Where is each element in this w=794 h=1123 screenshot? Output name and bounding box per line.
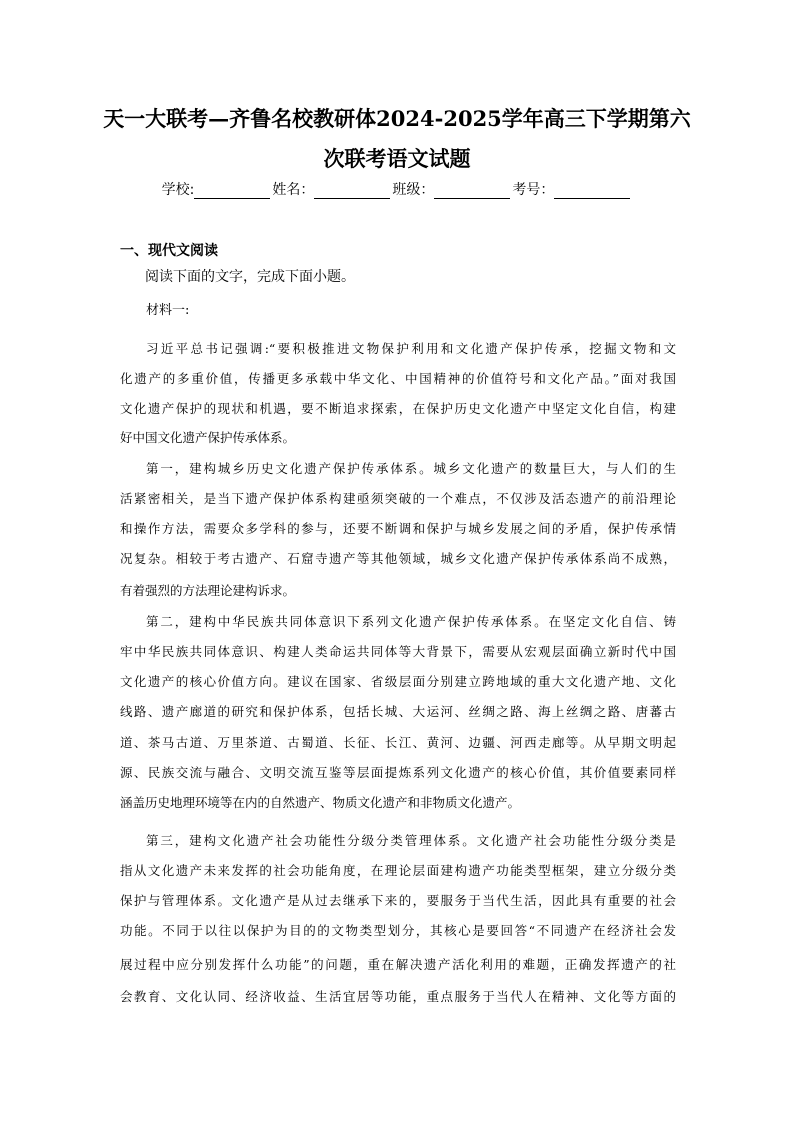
text-line: 和操作方法，需要众多学科的参与，还要不断调和保护与城乡发展之间的矛盾，保护传承情 bbox=[120, 521, 676, 536]
text-line: 化遗产的多重价值，传播更多承载中华文化、中国精神的价值符号和文化产品。”面对我国 bbox=[120, 371, 676, 386]
material-label: 材料一: bbox=[146, 303, 190, 318]
section-heading: 一、现代文阅读 bbox=[120, 243, 218, 259]
name-label: 姓名： bbox=[272, 182, 315, 198]
text-line: 保护与管理体系。文化遗产是从过去继承下来的，要服务于当代生活，因此具有重要的社会 bbox=[120, 893, 676, 908]
class-label: 班级： bbox=[392, 182, 435, 198]
text-line: 第一，建构城乡历史文化遗产保护传承体系。城乡文化遗产的数量巨大，与人们的生 bbox=[146, 461, 676, 476]
text-line: 况复杂。相较于考古遗产、石窟寺遗产等其他领域，城乡文化遗产保护传承体系尚不成熟， bbox=[120, 551, 676, 566]
text-line: 源、民族交流与融合、文明交流互鉴等层面提炼系列文化遗产的核心价值，其价值要素同样 bbox=[120, 765, 676, 780]
school-label: 学校: bbox=[161, 182, 195, 198]
text-line: 第二，建构中华民族共同体意识下系列文化遗产保护传承体系。在坚定文化自信、铸 bbox=[146, 614, 676, 629]
text-line: 文化遗产的核心价值方向。建议在国家、省级层面分别建立跨地域的重大文化遗产地、文化 bbox=[120, 674, 676, 689]
text-line: 文化遗产保护的现状和机遇，要不断追求探索，在保护历史文化遗产中坚定文化自信，构建 bbox=[120, 401, 676, 416]
school-blank[interactable] bbox=[194, 183, 270, 199]
text-line: 指从文化遗产未来发挥的社会功能角度，在理论层面建构遗产功能类型框架，建立分级分类 bbox=[120, 863, 676, 878]
text-line: 展过程中应分别发挥什么功能”的问题，重在解决遗产活化利用的难题，正确发挥遗产的社 bbox=[120, 957, 676, 972]
document-title-line-2: 次联考语文试题 bbox=[323, 146, 471, 171]
name-blank[interactable] bbox=[314, 183, 390, 199]
document-title-line-1: 天一大联考—齐鲁名校教研体2024-2025学年高三下学期第六 bbox=[103, 106, 691, 131]
text-line: 道、茶马古道、万里茶道、古蜀道、长征、长江、黄河、边疆、河西走廊等。从早期文明起 bbox=[120, 735, 676, 750]
text-line: 活紧密相关，是当下遗产保护体系构建亟须突破的一个难点，不仅涉及活态遗产的前沿理论 bbox=[120, 491, 676, 506]
text-line: 第三，建构文化遗产社会功能性分级分类管理体系。文化遗产社会功能性分级分类是 bbox=[146, 833, 676, 848]
text-line: 有着强烈的方法理论建构诉求。 bbox=[120, 583, 296, 598]
student-info-row bbox=[100, 181, 694, 199]
text-line: 涵盖历史地理环境等在内的自然遗产、物质文化遗产和非物质文化遗产。 bbox=[120, 795, 521, 810]
text-line: 习近平总书记强调:“要积极推进文物保护利用和文化遗产保护传承，挖掘文物和文 bbox=[146, 341, 676, 356]
reading-instruction: 阅读下面的文字，完成下面小题。 bbox=[145, 269, 355, 285]
text-line: 好中国文化遗产保护传承体系。 bbox=[120, 430, 296, 445]
text-line: 功能。不同于以往以保护为目的的文物类型划分，其核心是要回答“不同遗产在经济社会发 bbox=[120, 923, 676, 938]
exam-number-blank[interactable] bbox=[554, 183, 630, 199]
text-line: 牢中华民族共同体意识、构建人类命运共同体等大背景下，需要从宏观层面确立新时代中国 bbox=[120, 644, 676, 659]
class-blank[interactable] bbox=[434, 183, 510, 199]
text-line: 会教育、文化认同、经济收益、生活宜居等功能，重点服务于当代人在精神、文化等方面的 bbox=[120, 989, 676, 1004]
text-line: 线路、遗产廊道的研究和保护体系，包括长城、大运河、丝绸之路、海上丝绸之路、唐蕃古 bbox=[120, 704, 676, 719]
exam-number-label: 考号： bbox=[512, 182, 555, 198]
